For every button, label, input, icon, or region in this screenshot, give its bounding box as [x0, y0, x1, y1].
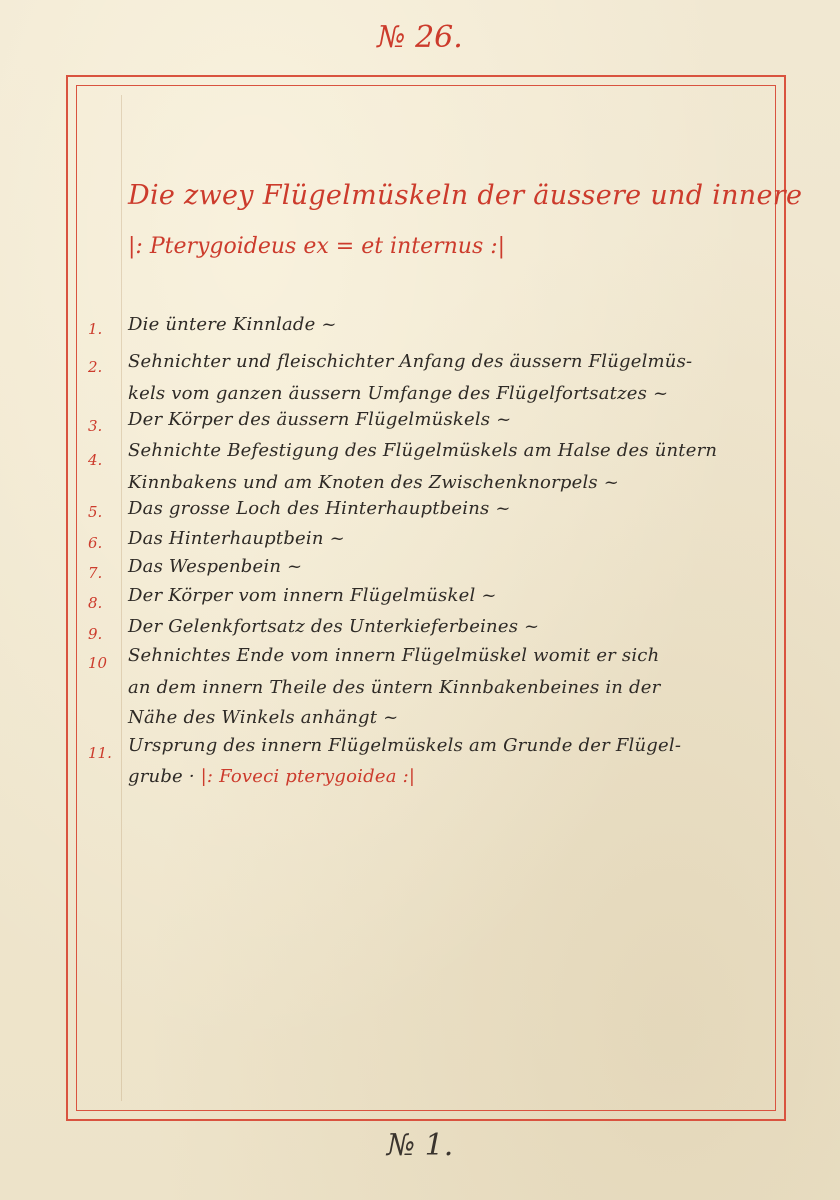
entry-text: Kinnbakens und am Knoten des Zwischenknorpels ~ — [128, 472, 620, 493]
entry-text: Der Körper des äussern Flügelmüskels ~ — [128, 409, 512, 430]
entry-number: 8. — [88, 594, 103, 612]
entry-text: Nähe des Winkels anhängt ~ — [128, 707, 399, 728]
entry-text: an dem innern Theile des üntern Kinnbakenbeines in der — [128, 677, 661, 698]
entry-text: Das Wespenbein ~ — [128, 556, 303, 577]
entry-number: 10 — [88, 654, 108, 672]
entry-number: 11. — [88, 744, 112, 762]
entry-number: 7. — [88, 564, 103, 582]
entry-text: Ursprung des innern Flügelmüskels am Grunde der Flügel- — [128, 735, 682, 756]
entry-text: Sehnichtes Ende vom innern Flügelmüskel womit er sich — [128, 645, 660, 666]
entry-text: Der Gelenkfortsatz des Unterkieferbeines ~ — [128, 616, 540, 637]
entry-number: 9. — [88, 625, 103, 643]
entry-text: Das grosse Loch des Hinterhauptbeins ~ — [128, 498, 511, 519]
entry-text: Sehnichte Befestigung des Flügelmüskels am Halse des üntern — [128, 440, 718, 461]
entry-number: 4. — [88, 451, 103, 469]
entry-text: Die üntere Kinnlade ~ — [128, 314, 337, 335]
entry-text: kels vom ganzen äussern Umfange des Flügelfortsatzes ~ — [128, 383, 669, 404]
page-title: Die zwey Flügelmüskeln der äussere und innere — [128, 180, 803, 211]
entry-number: 3. — [88, 417, 103, 435]
page-number: № 26. — [377, 20, 463, 55]
entry-text: Der Körper vom innern Flügelmüskel ~ — [128, 585, 497, 606]
entry-number: 6. — [88, 534, 103, 552]
entry-number: 1. — [88, 320, 103, 338]
entry-number: 5. — [88, 503, 103, 521]
entry-text: Das Hinterhauptbein ~ — [128, 528, 345, 549]
entry-text-fragment: grube · — [128, 766, 195, 787]
page-subtitle: |: Pterygoideus ex = et internus :| — [128, 234, 506, 259]
entry-text — [128, 766, 778, 787]
signature-mark: № 1. — [386, 1128, 454, 1163]
entry-number: 2. — [88, 358, 103, 376]
entry-text: Sehnichter und fleischichter Anfang des äussern Flügelmüs- — [128, 351, 693, 372]
latin-annotation: |: Foveci pterygoidea :| — [200, 766, 416, 787]
